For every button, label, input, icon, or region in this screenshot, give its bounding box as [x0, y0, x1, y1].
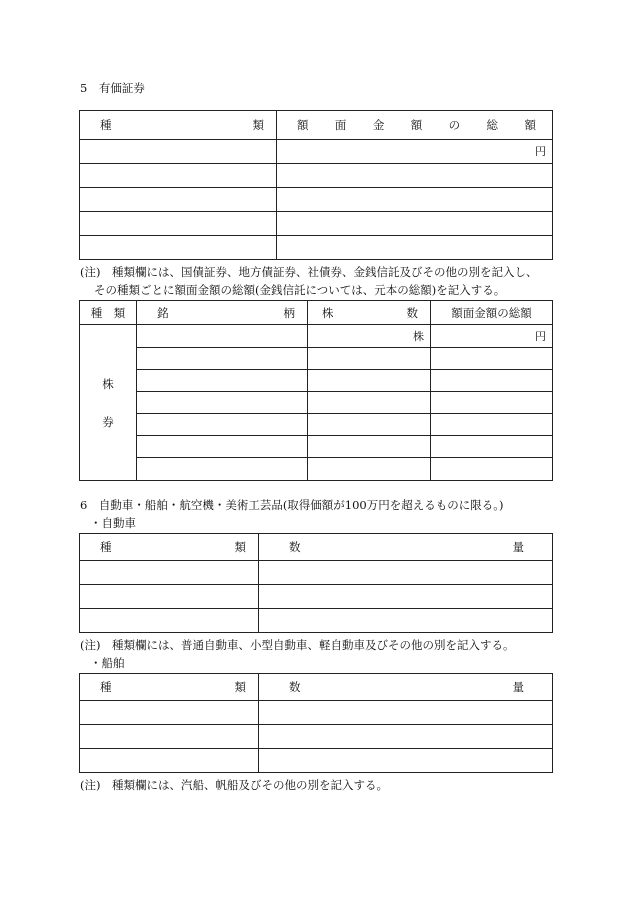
stock-kind-cell: [80, 325, 137, 481]
face-total-input-cell[interactable]: [431, 414, 553, 436]
amount-input-cell[interactable]: [277, 140, 553, 164]
kind-header-left: 種: [100, 118, 112, 132]
face-total-char: 金: [372, 118, 385, 132]
share-count-input-cell[interactable]: [308, 414, 431, 436]
share-count-input-cell[interactable]: [308, 458, 431, 481]
stock-kind-char-1: 株: [102, 376, 114, 391]
kind-input-cell[interactable]: [80, 725, 259, 749]
quantity-input-cell[interactable]: [259, 561, 553, 585]
face-total-header-cell: [277, 111, 553, 140]
share-count-input-cell[interactable]: [308, 436, 431, 458]
brand-input-cell[interactable]: [137, 370, 308, 392]
yen-unit-label: 円: [535, 145, 546, 158]
amount-input-cell[interactable]: [277, 236, 553, 260]
kind-header-left: 種: [100, 540, 112, 554]
kind-header-cell: [80, 111, 277, 140]
yen-unit-label: 円: [535, 330, 546, 343]
kind-input-cell[interactable]: [80, 188, 277, 212]
kind-header-cell: [80, 674, 259, 701]
amount-input-cell[interactable]: [277, 212, 553, 236]
kind-header-right: 類: [234, 680, 246, 694]
note-securities-line2: その種類ごとに額面金額の総額(金銭信託については、元本の総額)を記入する。: [94, 283, 506, 297]
note-securities-line1: (注) 種類欄には、国債証券、地方債証券、社債券、金銭信託及びその他の別を記入し、: [80, 265, 538, 279]
ships-label: ・船舶: [90, 656, 125, 670]
kind-input-cell[interactable]: [80, 749, 259, 773]
kind-input-cell[interactable]: [80, 561, 259, 585]
brand-input-cell[interactable]: [137, 414, 308, 436]
face-total-char: の: [448, 118, 461, 132]
brand-input-cell[interactable]: [137, 325, 308, 348]
section-5-heading: 5 有価証券: [80, 81, 145, 95]
cars-label: ・自動車: [90, 516, 136, 530]
face-total-input-cell[interactable]: [431, 458, 553, 481]
brand-input-cell[interactable]: [137, 436, 308, 458]
stock-kind-char-2: 券: [102, 414, 114, 429]
securities-table: [79, 110, 553, 260]
face-total-input-cell[interactable]: [431, 325, 553, 348]
share-unit-label: 株: [413, 330, 424, 343]
brand-header-cell: [137, 301, 308, 325]
brand-input-cell[interactable]: [137, 348, 308, 370]
quantity-header-right: 量: [512, 680, 524, 694]
share-count-header-cell: [308, 301, 431, 325]
kind-header-left: 種: [100, 680, 112, 694]
note-cars: (注) 種類欄には、普通自動車、小型自動車、軽自動車及びその他の別を記入する。: [80, 638, 515, 652]
quantity-header-right: 量: [512, 540, 524, 554]
face-total-input-cell[interactable]: [431, 436, 553, 458]
share-count-input-cell[interactable]: [308, 348, 431, 370]
kind-header-right: 類: [252, 118, 264, 132]
share-count-input-cell[interactable]: [308, 370, 431, 392]
quantity-header-cell: [259, 534, 553, 561]
kind-input-cell[interactable]: [80, 212, 277, 236]
kind-header-text: 種 類: [90, 305, 126, 320]
quantity-input-cell[interactable]: [259, 585, 553, 609]
kind-input-cell[interactable]: [80, 164, 277, 188]
kind-header-cell: [80, 301, 137, 325]
cars-table: [79, 533, 553, 633]
face-total-input-cell[interactable]: [431, 392, 553, 414]
brand-header-left: 銘: [157, 305, 169, 320]
kind-input-cell[interactable]: [80, 609, 259, 633]
quantity-input-cell[interactable]: [259, 749, 553, 773]
share-count-header-right: 数: [406, 305, 418, 320]
quantity-header-cell: [259, 674, 553, 701]
share-count-header-left: 株: [322, 305, 334, 320]
kind-input-cell[interactable]: [80, 701, 259, 725]
brand-input-cell[interactable]: [137, 458, 308, 481]
face-total-char: 額: [410, 118, 423, 132]
ships-table: [79, 673, 553, 773]
kind-input-cell[interactable]: [80, 236, 277, 260]
brand-header-right: 柄: [283, 305, 295, 320]
kind-header-right: 類: [234, 540, 246, 554]
face-total-char: 面: [334, 118, 347, 132]
quantity-input-cell[interactable]: [259, 725, 553, 749]
face-total-char: 額: [297, 118, 309, 132]
share-count-input-cell[interactable]: [308, 325, 431, 348]
face-total-input-cell[interactable]: [431, 348, 553, 370]
quantity-input-cell[interactable]: [259, 701, 553, 725]
amount-input-cell[interactable]: [277, 188, 553, 212]
quantity-header-left: 数: [289, 680, 301, 694]
face-total-char: 額: [524, 118, 536, 132]
quantity-header-left: 数: [289, 540, 301, 554]
face-total-input-cell[interactable]: [431, 370, 553, 392]
amount-input-cell[interactable]: [277, 164, 553, 188]
kind-input-cell[interactable]: [80, 585, 259, 609]
face-total-header-text: 額面金額の総額: [451, 305, 532, 320]
share-count-input-cell[interactable]: [308, 392, 431, 414]
shares-table: [79, 300, 553, 481]
brand-input-cell[interactable]: [137, 392, 308, 414]
quantity-input-cell[interactable]: [259, 609, 553, 633]
face-total-header-cell: [431, 301, 553, 325]
kind-input-cell[interactable]: [80, 140, 277, 164]
face-total-char: 総: [486, 118, 499, 132]
section-6-heading: 6 自動車・船舶・航空機・美術工芸品(取得価額が100万円を超えるものに限る。): [80, 498, 504, 512]
note-ships: (注) 種類欄には、汽船、帆船及びその他の別を記入する。: [80, 778, 388, 792]
kind-header-cell: [80, 534, 259, 561]
